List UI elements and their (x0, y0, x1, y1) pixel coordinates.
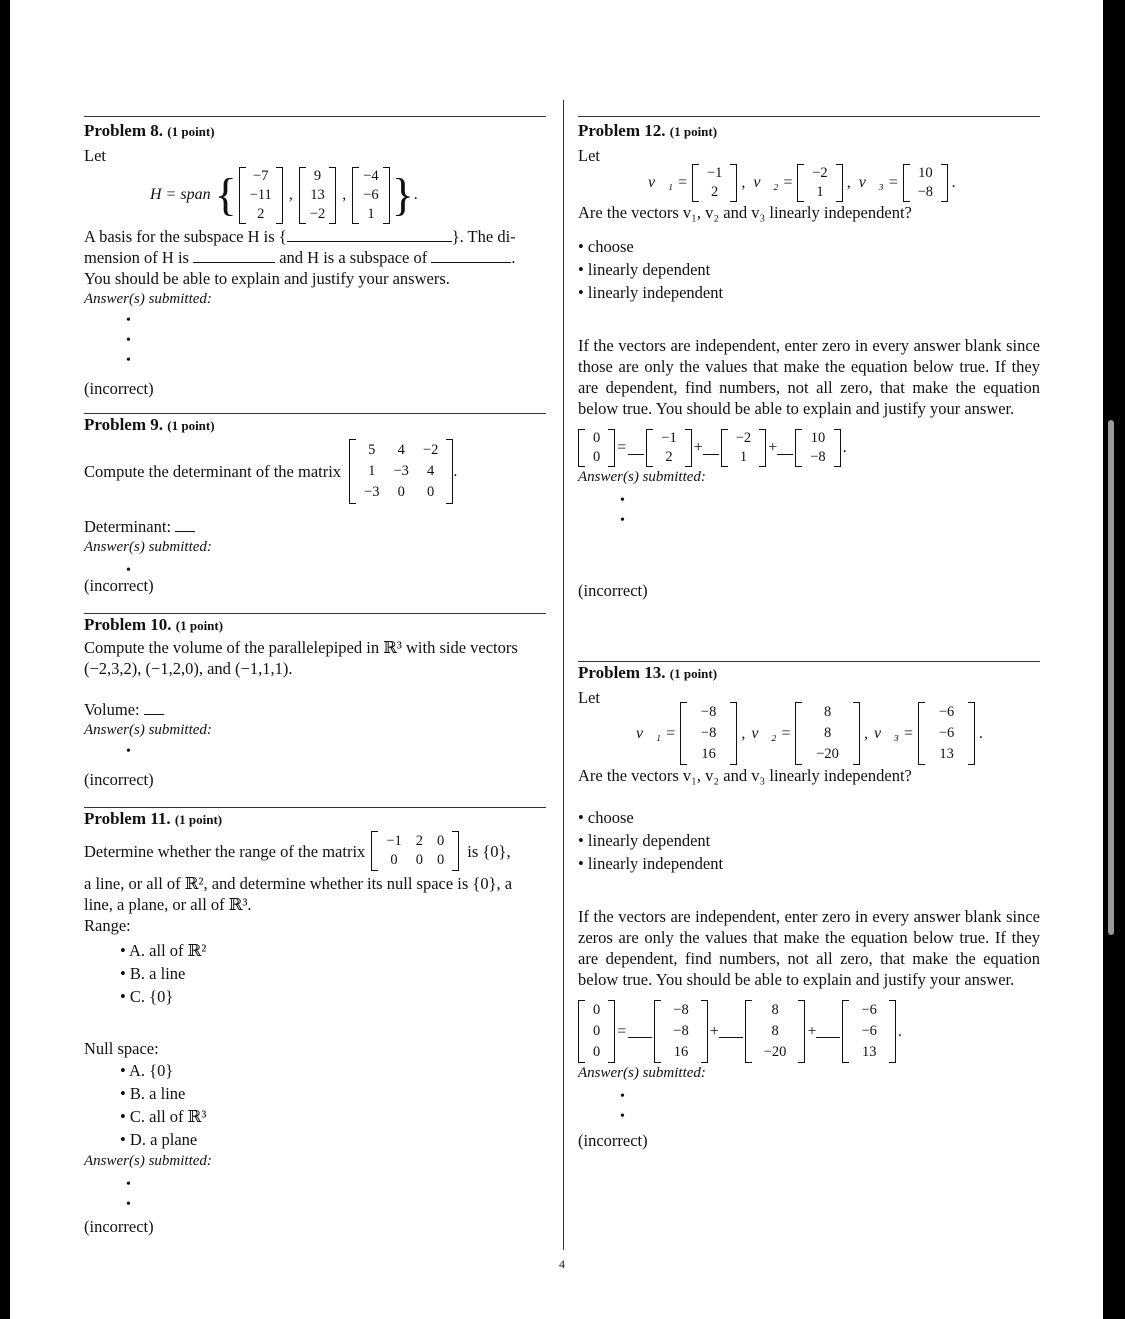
problem-title: Problem 13. (578, 663, 666, 682)
dependence-select[interactable] (578, 806, 1040, 875)
range-label: Range: (84, 916, 131, 935)
dimension-blank[interactable] (193, 250, 275, 263)
problem-points: (1 point) (669, 666, 718, 681)
coef-blank-2[interactable] (719, 1025, 743, 1038)
range-option-c[interactable]: • C. {0} (120, 985, 546, 1008)
range-option-a[interactable]: • A. all of ℝ² (120, 939, 546, 962)
vector-2: 9 13 −2 (299, 167, 336, 224)
null-option-c[interactable]: • C. all of ℝ³ (120, 1105, 546, 1128)
scrollbar[interactable] (1108, 420, 1114, 935)
option-dependent[interactable]: • linearly dependent (578, 829, 1040, 852)
problem-title: Problem 9. (84, 415, 164, 434)
volume-blank[interactable] (144, 702, 164, 715)
problem-13: Problem 13. (1 point) Let v⃗₁ = −8 −8 16 , v⃗₂ = 8 8 −20 , v⃗₃ = −6 −6 13 . Are the vectors v₁, v₂ and v₃ linearly independent? • choose • linearly dependent • linearly independent If the vectors are independent, enter zero in every answer blank since zeros are only the values that make the equation below true. If they are dependent, find numbers, not all zero, that make the equation below true. You should be able to explain and justify your answer. 0 0 0 = −8 −8 16 + 8 8 −20 + −6 −6 13 . Answer(s) submitted: • • (incorrect) (578, 661, 1040, 1151)
matrix-2x3: −1 2 0 0 0 0 (371, 831, 459, 871)
determinant-label: Determinant: (84, 517, 172, 536)
subspace-blank[interactable] (431, 250, 511, 263)
range-prompt: Determine whether the range of the matrix (84, 841, 366, 861)
instructions-text: If the vectors are independent, enter zero in every answer blank since those are only the values that make the equation below true. If they are dependent, find numbers, not all zero, that make the equation below true. You should be able to explain and justify your answer. (578, 336, 1040, 418)
problem-12: Problem 12. (1 point) Let v⃗₁ = −1 2 , v⃗₂ = −2 1 , v⃗₃ = 10 −8 . Are the vectors v₁, v₂ and v₃ linearly independent? • choose • linearly dependent • linearly independent If the vectors are independent, enter zero in every answer blank since those are only the values that make the equation below true. If they are dependent, find numbers, not all zero, that make the equation below true. You should be able to explain and justify your answer. 0 0 = −1 2 + −2 1 + 10 −8 . Answer(s) submitted: • • (incorrect) (578, 116, 1040, 637)
answers-submitted-label: Answer(s) submitted: (84, 539, 212, 555)
justify-text: You should be able to explain and justify your answers. (84, 269, 450, 288)
option-independent[interactable]: • linearly independent (578, 281, 1040, 304)
let-text: Let (578, 146, 600, 165)
column-divider (563, 100, 564, 1250)
coef-blank-2[interactable] (703, 442, 719, 455)
matrix-3x3: 5 4 −2 1 −3 4 −3 0 0 (349, 439, 453, 504)
zero-vector: 0 0 0 (578, 1000, 615, 1063)
problem-10: Problem 10. (1 point) Compute the volume of the parallelepiped in ℝ³ with side vectors (−2,3,2), (−1,2,0), and (−1,1,1). Volume: Answer(s) submitted: • (incorrect) (84, 613, 546, 790)
range-option-b[interactable]: • B. a line (120, 962, 546, 985)
null-option-b[interactable]: • B. a line (120, 1082, 546, 1105)
status-text: (incorrect) (84, 770, 154, 789)
h-span-label: H = span (150, 186, 211, 203)
dependence-select[interactable] (578, 235, 1040, 304)
status-text: (incorrect) (84, 379, 154, 398)
basis-blank[interactable] (287, 229, 452, 242)
zero-vector: 0 0 (578, 429, 615, 467)
vector-3: −6 −6 13 (918, 702, 975, 765)
let-text: Let (578, 688, 600, 707)
problem-8: Problem 8. (1 point) Let H = span { −7 −11 2 , 9 13 −2 , −4 −6 1 } . A basis for the subspace H is { }. The di- mension of H is and H is a subspace of . You should be able to explain and justify your answers. Answer(s) submitted: • • • (incorrect) (84, 116, 546, 397)
problem-points: (1 point) (175, 618, 224, 633)
problem-title: Problem 10. (84, 615, 172, 634)
answers-submitted-label: Answer(s) submitted: (578, 469, 706, 485)
vector-2: −2 1 (797, 164, 842, 202)
vector-2: 8 8 −20 (795, 702, 860, 765)
option-choose[interactable]: • choose (578, 806, 1040, 829)
page-number: 4 (559, 1257, 565, 1271)
let-text: Let (84, 146, 106, 165)
left-column (84, 116, 546, 1237)
problem-title: Problem 12. (578, 121, 666, 140)
determinant-blank[interactable] (175, 519, 195, 532)
vector-3: 10 −8 (903, 164, 948, 202)
problem-title: Problem 11. (84, 809, 171, 828)
basis-text: A basis for the subspace H is { (84, 227, 287, 246)
answers-submitted-label: Answer(s) submitted: (84, 291, 212, 307)
answers-submitted-label: Answer(s) submitted: (578, 1065, 706, 1081)
right-column (578, 116, 1040, 1151)
coef-blank-3[interactable] (777, 442, 793, 455)
option-dependent[interactable]: • linearly dependent (578, 258, 1040, 281)
determinant-prompt: Compute the determinant of the matrix (84, 462, 342, 481)
span-equation: H = span { −7 −11 2 , 9 13 −2 , −4 −6 1 } . (150, 167, 418, 222)
status-text: (incorrect) (578, 581, 648, 600)
answers-submitted-label: Answer(s) submitted: (84, 722, 212, 738)
problem-points: (1 point) (167, 124, 215, 139)
problem-title: Problem 8. (84, 121, 164, 140)
coef-blank-1[interactable] (628, 1025, 652, 1038)
problem-11: Problem 11. (1 point) Determine whether the range of the matrix −1 2 0 0 0 0 is {0}, a line, or all of ℝ², and determine whether its null space is {0}, a line, a plane, or all of ℝ³. Range: • A. all of ℝ² • B. a line • C. {0} Null space: • A. {0} • B. a line • C. all of ℝ³ • D. a plane Answer(s) submitted: • • (incorrect) (84, 807, 546, 1237)
dimension-text: mension of H is (84, 248, 189, 267)
null-option-a[interactable]: • A. {0} (120, 1059, 546, 1082)
range-options (120, 939, 546, 1008)
volume-label: Volume: (84, 700, 140, 719)
status-text: (incorrect) (84, 576, 154, 595)
coef-blank-3[interactable] (816, 1025, 840, 1038)
volume-prompt: Compute the volume of the parallelepiped in ℝ³ with side vectors (84, 638, 518, 657)
null-space-label: Null space: (84, 1039, 159, 1058)
vector-1: −1 2 (692, 164, 737, 202)
status-text: (incorrect) (578, 1131, 648, 1150)
option-choose[interactable]: • choose (578, 235, 1040, 258)
option-independent[interactable]: • linearly independent (578, 852, 1040, 875)
problem-points: (1 point) (174, 812, 223, 827)
answers-submitted-label: Answer(s) submitted: (84, 1153, 212, 1169)
side-vectors: (−2,3,2), (−1,2,0), and (−1,1,1). (84, 659, 293, 678)
problem-points: (1 point) (669, 124, 718, 139)
coef-blank-1[interactable] (628, 442, 644, 455)
null-option-d[interactable]: • D. a plane (120, 1128, 546, 1151)
vector-1: −7 −11 2 (239, 167, 283, 224)
problem-points: (1 point) (167, 418, 215, 433)
independence-question: Are the vectors v₁, v₂ and v₃ linearly independent? (578, 203, 912, 222)
independence-question: Are the vectors v₁, v₂ and v₃ linearly independent? (578, 766, 912, 785)
instructions-text: If the vectors are independent, enter zero in every answer blank since zeros are only the values that make the equation below true. If they are dependent, find numbers, not all zero, that make the equation below true. You should be able to explain and justify your answer. (578, 907, 1040, 989)
vector-3: −4 −6 1 (352, 167, 389, 224)
problem-9: Problem 9. (1 point) Compute the determinant of the matrix 5 4 −2 1 −3 4 −3 0 0 . Determinant: Answer(s) submitted: • (incorrect) (84, 413, 546, 596)
null-space-options (120, 1059, 546, 1151)
vector-1: −8 −8 16 (680, 702, 737, 765)
status-text: (incorrect) (84, 1217, 154, 1236)
